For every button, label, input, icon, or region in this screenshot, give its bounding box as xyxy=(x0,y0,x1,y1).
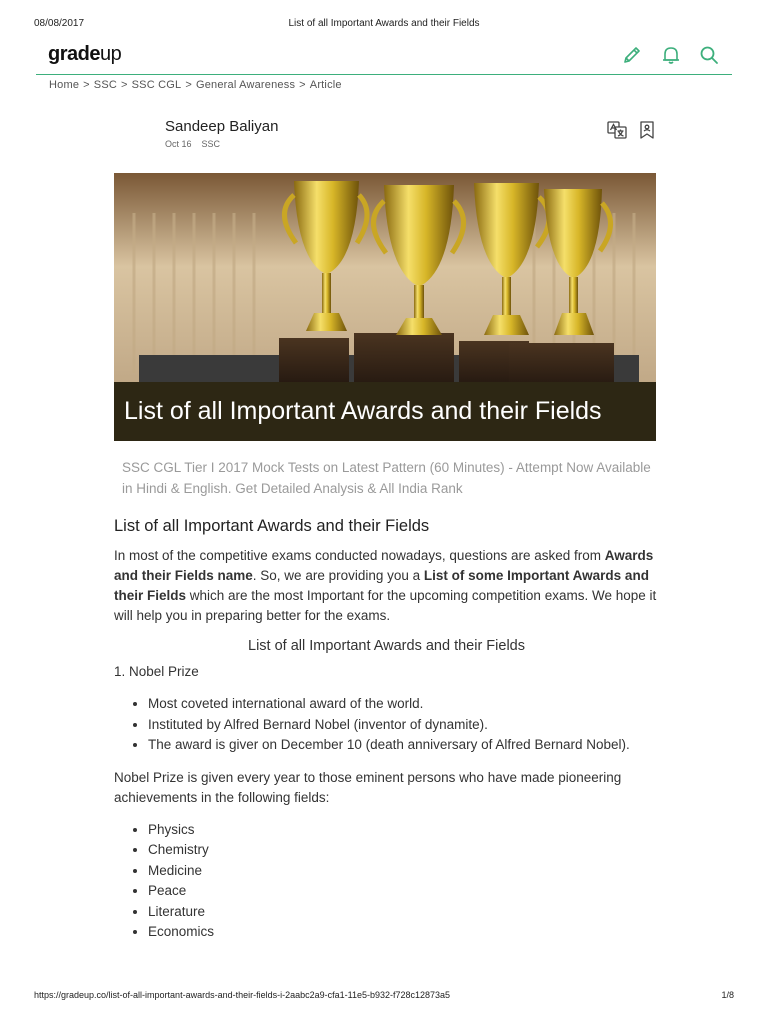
list-item: • Medicine xyxy=(148,861,659,882)
page-number: 1/8 xyxy=(721,990,734,1000)
header-actions xyxy=(609,44,720,66)
article-heading: List of all Important Awards and their Fields xyxy=(114,517,430,535)
promo-text[interactable]: SSC CGL Tier I 2017 Mock Tests on Latest Pattern (60 Minutes) - Attempt Now Available in Hindi & English. Get Detailed Analysis & All India Rank xyxy=(122,460,651,496)
hero-caption: List of all Important Awards and their Fields xyxy=(114,382,656,441)
translate-icon[interactable] xyxy=(607,121,627,139)
bookmark-icon[interactable] xyxy=(637,121,657,139)
fields-intro: Nobel Prize is given every year to those eminent persons who have made pioneering achievements in the following fields: xyxy=(114,769,622,805)
list-item: • The award is giver on December 10 (death anniversary of Alfred Bernard Nobel). xyxy=(148,735,659,756)
fields-list xyxy=(114,820,659,943)
intro-text: . So, we are providing you a xyxy=(252,568,424,583)
list-heading: List of all Important Awards and their Fields xyxy=(248,638,525,654)
post-category[interactable]: SSC xyxy=(201,139,221,149)
article-meta xyxy=(165,139,220,149)
print-header xyxy=(34,18,734,32)
article-body xyxy=(114,517,659,955)
list-item: • Literature xyxy=(148,902,659,923)
breadcrumb xyxy=(49,79,342,91)
print-url: https://gradeup.co/list-of-all-important-awards-and-their-fields-i-2aabc2a9-cfa1-11e5-b932-f728c12873a5 xyxy=(34,990,451,1000)
print-footer xyxy=(34,990,734,1004)
list-item: • Physics xyxy=(148,820,659,841)
site-header xyxy=(36,36,732,75)
author-name[interactable]: Sandeep Baliyan xyxy=(165,118,279,135)
breadcrumb-general-awareness[interactable]: General Awareness xyxy=(195,79,296,91)
bell-icon[interactable] xyxy=(660,44,682,66)
gradeup-logo[interactable] xyxy=(48,43,121,66)
print-date: 08/08/2017 xyxy=(34,18,85,29)
post-date: Oct 16 xyxy=(165,139,192,149)
breadcrumb-ssc-cgl[interactable]: SSC CGL xyxy=(131,79,182,91)
logo-light-text: up xyxy=(99,43,122,65)
search-icon[interactable] xyxy=(698,44,720,66)
print-document-title: List of all Important Awards and their Fields xyxy=(288,18,480,29)
intro-bold-text: List of some Important Awards and their Fields xyxy=(114,568,649,603)
breadcrumb-separator: > xyxy=(121,79,128,91)
breadcrumb-ssc[interactable]: SSC xyxy=(93,79,117,91)
logo-bold-text: grade xyxy=(48,43,100,65)
breadcrumb-separator: > xyxy=(299,79,306,91)
breadcrumb-separator: > xyxy=(83,79,90,91)
hero-image xyxy=(114,173,656,441)
intro-bold-text: Awards and their Fields name xyxy=(114,548,654,583)
intro-paragraph xyxy=(114,546,659,626)
nobel-points-list xyxy=(114,694,659,756)
breadcrumb-separator: > xyxy=(185,79,192,91)
pencil-icon[interactable] xyxy=(621,44,643,66)
list-item: • Economics xyxy=(148,922,659,943)
intro-text: which are the most Important for the upcoming competition exams. We hope it will help you in preparing better for the exams. xyxy=(114,588,657,623)
list-item: • Chemistry xyxy=(148,840,659,861)
section-title: 1. Nobel Prize xyxy=(114,664,199,679)
list-item: • Peace xyxy=(148,881,659,902)
list-item: • Most coveted international award of the world. xyxy=(148,694,659,715)
list-item: • Instituted by Alfred Bernard Nobel (inventor of dynamite). xyxy=(148,715,659,736)
breadcrumb-home[interactable]: Home xyxy=(49,79,80,91)
article-actions xyxy=(607,121,663,139)
intro-text: In most of the competitive exams conducted nowadays, questions are asked from xyxy=(114,548,605,563)
breadcrumb-article: Article xyxy=(309,79,342,91)
